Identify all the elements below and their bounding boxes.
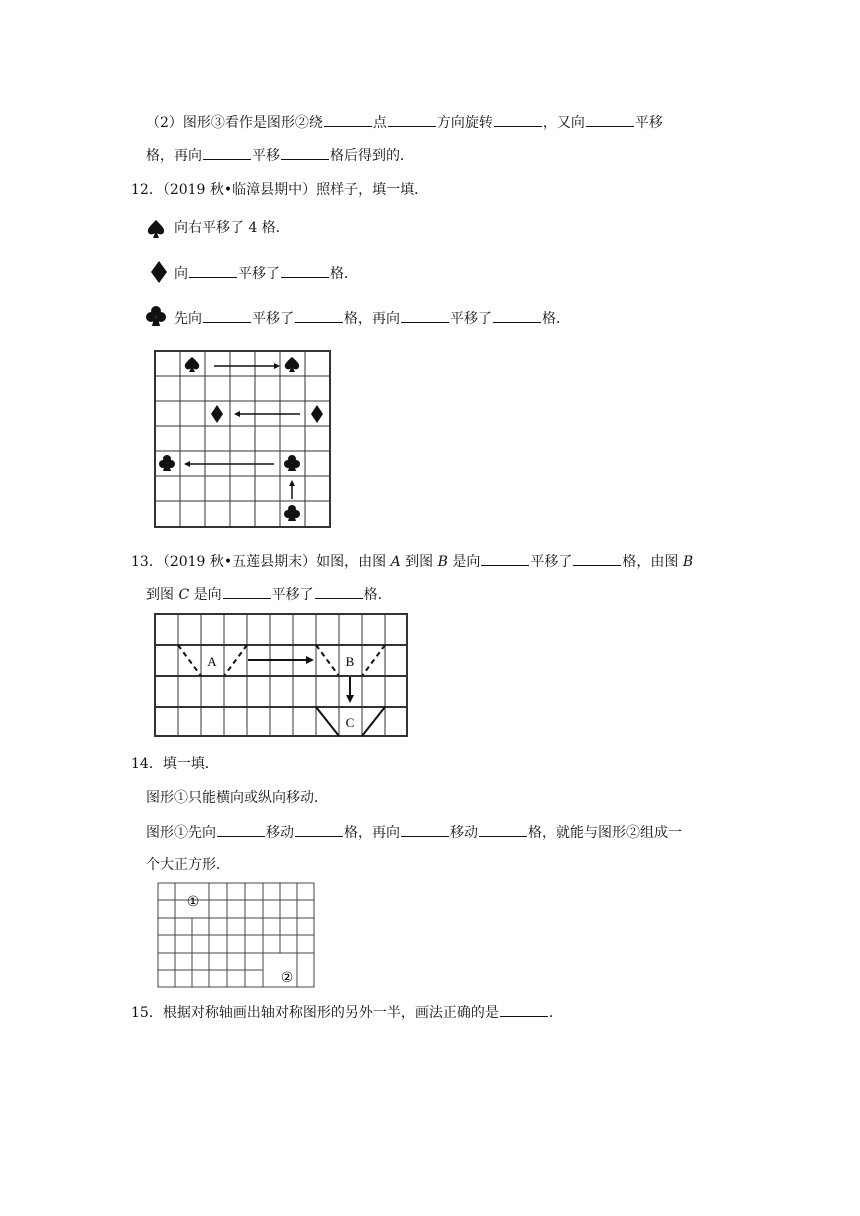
answer-blank[interactable] bbox=[481, 551, 529, 566]
q14-line2: 图形①先向 移动 格，再向 移动 格，就能与图形②组成一 bbox=[146, 822, 682, 843]
shape-a-label: A bbox=[207, 654, 217, 669]
q11-line2: 格，再向 平移 格后得到的． bbox=[146, 145, 414, 166]
q14-line3: 个大正方形． bbox=[146, 857, 230, 873]
q13-line1: 13．（2019 秋•五莲县期末）如图，由图 A 到图 B 是向 平移了 格，由图 B bbox=[131, 551, 693, 572]
diamond-icon bbox=[150, 260, 174, 284]
answer-blank[interactable] bbox=[401, 308, 449, 323]
spade-icon bbox=[146, 218, 174, 240]
q13-line2: 到图 C 是向 平移了 格． bbox=[146, 584, 392, 605]
q12-row1: 向右平移了 4 格． bbox=[174, 220, 290, 236]
club-icon bbox=[284, 455, 300, 471]
q13-grid-figure bbox=[154, 613, 410, 739]
q12-row3: 先向 平移了 格，再向 平移了 格． bbox=[174, 308, 570, 329]
answer-blank[interactable] bbox=[281, 263, 329, 278]
q12-row2: 向 平移了 格． bbox=[174, 263, 358, 284]
q12-header: 12．（2019 秋•临漳县期中）照样子，填一填． bbox=[131, 182, 429, 198]
club-icon bbox=[284, 505, 300, 521]
answer-blank[interactable] bbox=[315, 584, 363, 599]
q11-line1: （2）图形③看作是图形②绕 点 方向旋转 ，又向 平移 bbox=[146, 112, 663, 133]
q14-grid-figure bbox=[157, 882, 317, 990]
diamond-icon bbox=[211, 405, 223, 423]
answer-blank[interactable] bbox=[324, 112, 372, 127]
answer-blank[interactable] bbox=[295, 822, 343, 837]
shape-c-label: C bbox=[345, 715, 355, 730]
q15-line: 15．根据对称轴画出轴对称图形的另外一半，画法正确的是 ． bbox=[131, 1002, 563, 1023]
shape-b-label: B bbox=[345, 654, 355, 669]
spade-icon bbox=[285, 357, 299, 372]
spade-icon bbox=[185, 357, 199, 372]
answer-blank[interactable] bbox=[295, 308, 343, 323]
shape-2-label: ② bbox=[280, 970, 294, 986]
club-icon bbox=[146, 304, 174, 330]
answer-blank[interactable] bbox=[500, 1002, 548, 1017]
q12-grid-figure bbox=[154, 350, 332, 530]
answer-blank[interactable] bbox=[493, 308, 541, 323]
answer-blank[interactable] bbox=[223, 584, 271, 599]
answer-blank[interactable] bbox=[401, 822, 449, 837]
answer-blank[interactable] bbox=[217, 822, 265, 837]
answer-blank[interactable] bbox=[479, 822, 527, 837]
shape-1-label: ① bbox=[186, 894, 200, 910]
answer-blank[interactable] bbox=[281, 145, 329, 160]
answer-blank[interactable] bbox=[189, 263, 237, 278]
answer-blank[interactable] bbox=[388, 112, 436, 127]
diamond-icon bbox=[311, 405, 323, 423]
q14-line1: 图形①只能横向或纵向移动． bbox=[146, 790, 328, 806]
answer-blank[interactable] bbox=[573, 551, 621, 566]
club-icon bbox=[159, 455, 175, 471]
answer-blank[interactable] bbox=[586, 112, 634, 127]
answer-blank[interactable] bbox=[203, 145, 251, 160]
answer-blank[interactable] bbox=[494, 112, 542, 127]
q14-header: 14．填一填． bbox=[131, 756, 219, 772]
answer-blank[interactable] bbox=[203, 308, 251, 323]
